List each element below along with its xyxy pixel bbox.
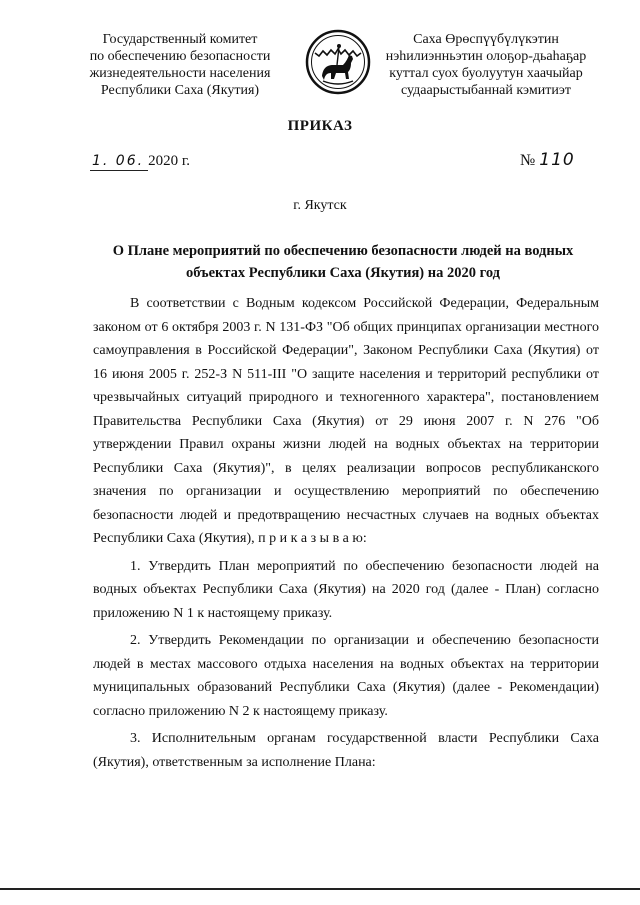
header-right-org-name bbox=[372, 31, 600, 99]
order-subject bbox=[90, 240, 596, 284]
header-right-line: нэһилиэнньэтин олоҕор-дьаһаҕар bbox=[385, 49, 587, 64]
item-3-paragraph: 3. Исполнительным органам государственной власти Республики Саха (Якутия), ответственным за исполнение Плана: bbox=[93, 731, 599, 770]
header-left-line: Государственный комитет bbox=[102, 32, 258, 47]
header-left-line: Республики Саха (Якутия) bbox=[100, 83, 260, 98]
header-left-line: по обеспечению безопасности bbox=[89, 49, 271, 64]
header-right-line: куттал суох буолуутун хаачыйар bbox=[389, 66, 583, 81]
header-left-line: жизнедеятельности населения bbox=[89, 66, 271, 81]
item-2-paragraph: 2. Утвердить Рекомендации по организации и обеспечению безопасности людей в местах массового отдыха населения на водных объектах на территории муниципальных образований Республики Саха (Якутия) (далее - Рекомендации) согласно приложению N 2 к настоящему приказу. bbox=[93, 633, 599, 719]
page-bottom-rule bbox=[0, 888, 640, 890]
order-date bbox=[90, 153, 190, 171]
header-right-line: судаарыстыбаннай кэмитиэт bbox=[401, 83, 571, 98]
preamble-paragraph: В соответствии с Водным кодексом Российской Федерации, Федеральным законом от 6 октября 2003 г. N 131-ФЗ "Об общих принципах организации местного самоуправления в Российской Федерации", Законом Республики Саха (Якутия) от 16 июня 2005 г. 252-З N 511-III "О защите населения и территорий республики от чрезвычайных ситуаций природного и техногенного характера", постановлением Правительства Республики Саха (Якутия) от 29 июня 2007 г. N 276 "Об утверждении Правил охраны жизни людей на водных объектах на территории Республики Саха (Якутия)", в целях реализации вопросов республиканского значения по организации и осуществлению мероприятий по обеспечению безопасности людей и предотвращению несчастных случаев на водных объектах Республики Саха (Якутия), п р и к а з ы в а ю: bbox=[93, 296, 599, 546]
item-1-paragraph: 1. Утвердить План мероприятий по обеспечению безопасности людей на водных объектах Республики Саха (Якутия) на 2020 год (далее - План) согласно приложению N 1 к настоящему приказу. bbox=[93, 558, 599, 621]
coat-of-arms-emblem-icon bbox=[305, 29, 371, 95]
header-left-org-name bbox=[80, 31, 280, 99]
handwritten-number: 110 bbox=[539, 150, 575, 170]
subject-line: объектах Республики Саха (Якутия) на 2020 год bbox=[185, 265, 501, 281]
header-right-line: Саха Өрөспүүбүлүкэтин bbox=[413, 32, 559, 47]
order-number bbox=[520, 150, 575, 170]
subject-line: О Плане мероприятий по обеспечению безопасности людей на водных bbox=[112, 243, 574, 259]
date-year: 2020 г. bbox=[148, 153, 191, 169]
order-body bbox=[93, 292, 599, 774]
handwritten-date: 1. 06. bbox=[92, 153, 145, 169]
city-line: г. Якутск bbox=[293, 198, 347, 213]
document-title: ПРИКАЗ bbox=[287, 118, 353, 134]
number-sign: № bbox=[520, 152, 536, 169]
